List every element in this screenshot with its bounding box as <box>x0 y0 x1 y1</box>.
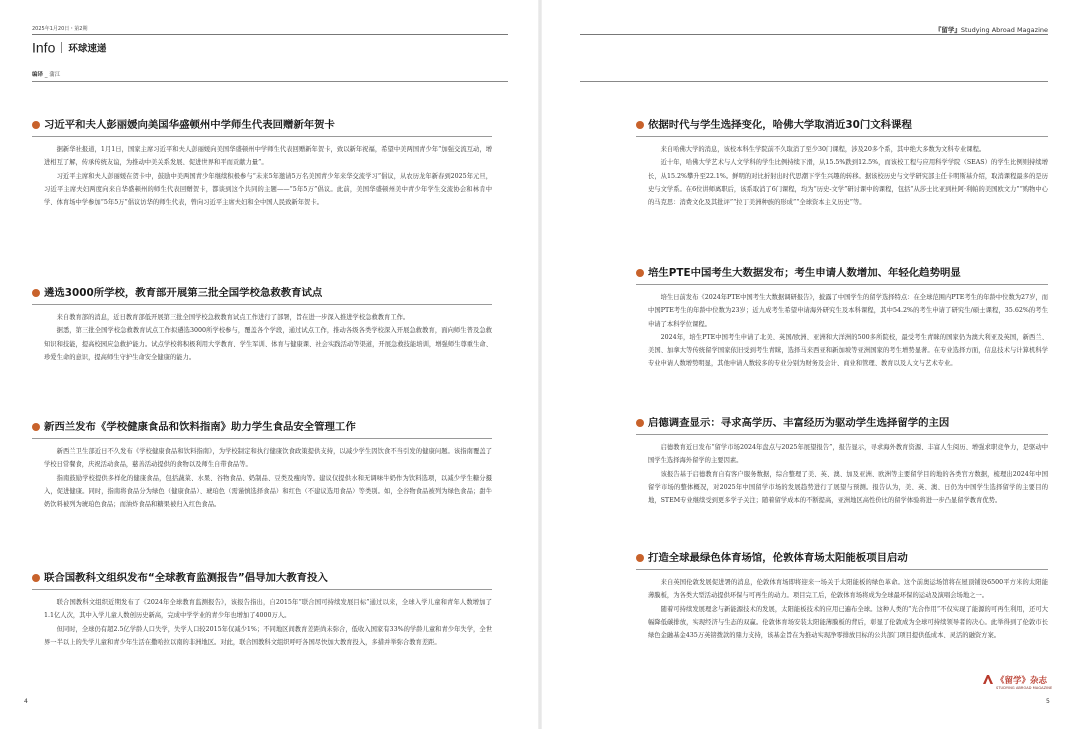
magazine-brand-logo <box>983 674 1067 694</box>
article-heading <box>32 571 492 585</box>
article-body <box>32 311 492 364</box>
article-paragraph: 2024年，培生PTE中国考生申请了北美、英国/欧洲、亚洲和大洋洲的500多所院校，最受考生青睐的国家仍为澳大利亚及英国，新西兰、美国、加拿大等传统留学国家依旧受到考生青睐，选择马来西亚和新加坡等亚洲国家的考生增势显著。在专业选择方面，信息技术与计算机科学专业申请人数增势明显，其他申请人数较多的专业分别为财务及会计、商业和管理、教育以及人文与艺术专业。 <box>648 333 1048 368</box>
article <box>636 416 1048 507</box>
article <box>32 118 492 209</box>
article <box>32 420 492 511</box>
article-body <box>32 143 492 209</box>
article <box>636 551 1048 642</box>
magazine-name-en: Studying Abroad Magazine <box>960 26 1048 34</box>
article-paragraph: 来自英国伦敦发展促进署的消息，伦敦体育场即将迎来一场关于太阳能板的绿色革命。这个前奥运场馆将在屋顶铺设6500平方米的太阳能薄膜板，为各类大型活动提供环保与可再生的动力。项目完工后，伦敦体育场将成为全球最环保的运动及演唱会场地之一。 <box>648 579 1048 600</box>
article-title: 新西兰发布《学校健康食品和饮料指南》助力学生食品安全管理工作 <box>44 421 356 433</box>
bullet-dot-icon <box>32 574 40 582</box>
header-rule <box>32 34 508 35</box>
article-rule <box>636 434 1048 435</box>
article-rule <box>32 304 492 305</box>
article-paragraph: 培生日前发布《2024年PTE中国考生大数据调研报告》，披露了中国学生的留学选择特点：在全球范围内PTE考生的年龄中位数为27岁，而中国PTE考生的年龄中位数为23岁；近九成考生希望申请海外研究生及本科课程，其中54.2%的考生申请了研究生/硕士课程，35.62%的考生申请了本科学位课程。 <box>648 294 1048 328</box>
article-heading <box>636 118 1048 132</box>
article-heading <box>636 266 1048 280</box>
subheader-rule <box>32 81 508 82</box>
article-body <box>32 596 492 649</box>
article-body <box>636 291 1048 371</box>
article-paragraph: 启德教育近日发布“留学市场2024年盘点与2025年展望报告”，报告显示，寻求海外教育资源、丰富人生阅历、增强求职竞争力，是驱动中国学生选择海外留学的主要因素。 <box>648 444 1048 465</box>
article-paragraph: 据新华社报道，1月1日，国家主席习近平和夫人彭丽媛向美国华盛顿州中学师生代表回赠新年贺卡，致以新年祝福，希望中美两国青少年“加强交流互动，增进相互了解，传承传统友谊，为推动中美关系发展、促进世界和平而贡献力量”。 <box>44 146 492 167</box>
article-body <box>636 576 1048 642</box>
page-number-left: 4 <box>24 698 28 705</box>
article <box>636 266 1048 371</box>
bullet-dot-icon <box>636 419 644 427</box>
article-title: 联合国教科文组织发布“全球教育监测报告”倡导加大教育投入 <box>44 572 328 584</box>
article-heading <box>32 420 492 434</box>
bullet-dot-icon <box>636 121 644 129</box>
brand-mark-icon <box>983 675 993 684</box>
article-paragraph: 习近平主席和夫人彭丽媛在贺卡中，鼓励中美两国青少年继续积极参与“未来5年邀请5万名美国青少年来华交流学习”倡议，从农历龙年新春到2025年元旦，习近平主席夫妇两度向来自华盛顿州的师生代表回赠贺卡，都谈到这个共同的主题——“5年5万”倡议。此前，美国华盛顿州美中青少年学生交流协会和林肯中学、体育场中学参加“5年5万”倡议访华的师生代表，曾向习近平主席夫妇和全中国人民致新年贺卡。 <box>44 172 492 207</box>
section-info-label: Info <box>32 39 56 56</box>
editor-credit <box>32 70 60 78</box>
section-separator <box>61 42 62 53</box>
article-rule <box>32 438 492 439</box>
section-cn-label: 环球速递 <box>68 43 107 55</box>
article-title: 习近平和夫人彭丽媛向美国华盛顿州中学师生代表回赠新年贺卡 <box>44 119 335 131</box>
article-body <box>636 441 1048 507</box>
bullet-dot-icon <box>636 269 644 277</box>
article-rule <box>32 589 492 590</box>
article-title: 启德调查显示：寻求高学历、丰富经历为驱动学生选择留学的主因 <box>648 417 950 429</box>
article-rule <box>636 136 1048 137</box>
editor-name: _ 蒲江 <box>44 72 61 78</box>
editor-label: 编译 <box>32 72 44 78</box>
article-title: 遴选3000所学校，教育部开展第三批全国学校急救教育试点 <box>44 287 323 299</box>
article-rule <box>636 569 1048 570</box>
article <box>32 286 492 364</box>
magazine-bracket: 『留学』 <box>934 26 961 34</box>
article-heading <box>32 286 492 300</box>
article-heading <box>636 551 1048 565</box>
article-paragraph: 近十年，哈佛大学艺术与人文学科的学生比例持续下滑，从15.5%跌到12.5%，而该校工程与应用科学学院（SEAS）的学生比例则持续增长，从15.2%攀升至22.1%。鲜明的对比折射出时代思潮下学生兴趣的转移。据该校历史与文学研究部主任卡明斯基介绍，取消课程最多的是历史与文学系。在6位讲师离职后，该系取消了6门课程，均为“历史-文学”研讨课中的课程，包括“从莎士比亚到杜阿·利帕的美国欧文力”“购物中心的马克思：消费文化及其批评”“拉丁美洲种族的形成”“全球资本主义历史”等。 <box>648 159 1048 207</box>
article <box>32 571 492 649</box>
article-title: 打造全球最绿色体育场馆，伦敦体育场太阳能板项目启动 <box>648 552 908 564</box>
brand-name-en: STUDYING ABROAD MAGAZINE <box>996 686 1053 690</box>
page-number-right: 5 <box>1046 698 1050 705</box>
section-heading <box>32 37 106 56</box>
bullet-dot-icon <box>32 289 40 297</box>
bullet-dot-icon <box>32 423 40 431</box>
article-heading <box>32 118 492 132</box>
article-paragraph: 联合国教科文组织近期发布了《2024年全球教育监测报告》，该报告指出，自2015年“联合国可持续发展目标”通过以来，全球入学儿童和青年人数增加了1.1亿人次，其中入学儿童人数创历史新高，完成中学学业的青少年也增加了4000万人。 <box>44 599 492 620</box>
right-page <box>540 0 1080 729</box>
magazine-masthead <box>935 25 1048 34</box>
issue-date: 2025年1月20日・第2期 <box>32 26 88 32</box>
article-paragraph: 来自教育部的消息，近日教育部低开展第三批全国学校急救教育试点工作进行了部署，旨在进一步深入推进学校急救教育工作。 <box>56 314 410 321</box>
article-body <box>32 445 492 511</box>
header-rule <box>580 34 1048 35</box>
article-paragraph: 新西兰卫生部近日不久发布《学校健康食品和饮料指南》，为学校制定和执行健康饮食政策提供支持，以减少学生因饮食不当引发的健康问题。该指南覆盖了学校日常餐食，庆祝活动食品，慈善活动提供的食物以及师生自带食品等。 <box>44 448 492 469</box>
article-paragraph: 该报告基于启德教育自有客户服务数据，综合整理了美、英、澳、加及亚洲、欧洲等主要留学目的地的各类官方数据，梳理出2024年中国留学市场的整体概况，对2025年中国留学市场的发展趋势进行了展望与预测。报告认为，美、英、澳、日仍为中国学生选择留学的主要目的地，STEM专业继续受到更多学子关注；随着留学成本的不断提高，亚洲地区高性价比的留学体验将进一步凸显留学教育优势。 <box>648 470 1048 505</box>
article-heading <box>636 416 1048 430</box>
subheader-rule <box>580 81 1048 82</box>
article-paragraph: 据悉，第三批全国学校急救教育试点工作拟遴选3000所学校参与，覆盖各个学段，通过试点工作，推动各级各类学校深入开展急救教育，面向师生普及急救知识和技能，提高校园应急救护能力。试点学校将积极利用大学教育、学生军训、体育与健康课、社会实践活动等渠道，开展急救技能培训，增强师生尊重生命、珍爱生命的意识，提高师生守护生命安全健康的能力。 <box>44 327 492 361</box>
article-body <box>636 143 1048 209</box>
article-rule <box>636 284 1048 285</box>
article-paragraph: 指南鼓励学校提供多样化的健康食品，包括蔬菜、水果、谷物食品、奶制品、豆类及瘦肉等。建议仅提供水和无调味牛奶作为饮料选项，以减少学生糖分摄入，促进健康。同时，指南将食品分为绿色（健康食品）、琥珀色（需谨慎选择食品）和红色（不建议选用食品）等类别。如，全谷物食品被列为绿色食品；甜牛奶饮料被列为琥珀色食品；而油炸食品和糖果被归入红色食品。 <box>44 474 492 509</box>
article-title: 培生PTE中国考生大数据发布；考生申请人数增加、年轻化趋势明显 <box>648 267 961 279</box>
bullet-dot-icon <box>32 121 40 129</box>
article-title: 依据时代与学生选择变化，哈佛大学取消近30门文科课程 <box>648 119 912 131</box>
bullet-dot-icon <box>636 554 644 562</box>
article-rule <box>32 136 492 137</box>
article-paragraph: 但同时，全球仍有超2.5亿学龄人口失学，失学人口较2015年仅减少1%；不同地区间教育差距尚未弥合，低收入国家有33%的学龄儿童和青少年失学，全世界一半以上的失学儿童和青少年生活在撒哈拉以南的非洲地区。对此，联合国教科文组织呼吁各国尽快加大教育投入，多措并举弥合教育差距。 <box>44 625 492 646</box>
article-paragraph: 随着可持续发展理念与新能源技术的发展，太阳能板技术的应用已遍布全球。这种人类的“光合作用”不仅实现了能源的可再生利用，还可大幅降低碳排放，实现经济与生态的双赢。伦敦体育场安装太阳能薄膜板的背后，彰显了伦敦成为全球可持续领导者的决心。此举得到了伦敦市长绿色金融基金435万英镑拨款的鼎力支持，该基金旨在为推动实现净零排放目标的公共部门项目提供低成本、灵活的融资方案。 <box>648 605 1048 640</box>
article-paragraph: 来自哈佛大学的消息，该校本科生学院前不久取消了至少30门课程，涉及20多个系，其中绝大多数为文科专业课程。 <box>660 146 986 153</box>
brand-name-cn: 《留学》杂志 <box>996 676 1048 686</box>
article <box>636 118 1048 209</box>
